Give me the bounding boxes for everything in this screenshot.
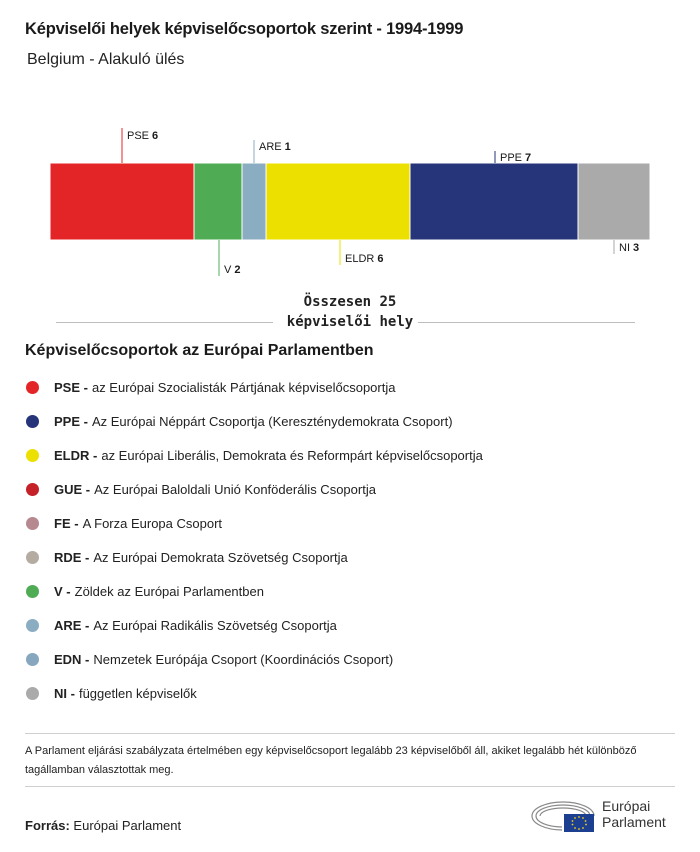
segment-label-name: PSE <box>127 130 150 142</box>
legend <box>25 370 675 710</box>
footnote-box <box>25 733 675 787</box>
segment-label-name: NI <box>619 242 630 254</box>
legend-swatch <box>26 517 39 530</box>
legend-swatch <box>26 381 39 394</box>
segment-label-ppe <box>500 152 531 164</box>
legend-text: Az Európai Radikális Szövetség Csoportja <box>93 617 337 633</box>
segment-label-value: 6 <box>377 253 384 265</box>
legend-abbr: V - <box>54 583 71 599</box>
bar-segment-pse <box>50 163 194 240</box>
bar-segment-ni <box>578 163 650 240</box>
segment-label-name: PPE <box>500 152 523 164</box>
legend-abbr: FE - <box>54 515 79 531</box>
legend-swatch <box>26 653 39 666</box>
legend-text: Az Európai Baloldali Unió Konföderális Csoportja <box>94 481 376 497</box>
chart-title: Képviselői helyek képviselőcsoportok szerint - 1994-1999 <box>25 20 464 38</box>
total-seats <box>0 290 700 350</box>
segment-label-name: ELDR <box>345 253 375 265</box>
legend-swatch <box>26 449 39 462</box>
logo-line-1: Európai <box>602 798 651 814</box>
segment-label-pse <box>127 130 158 142</box>
segment-label-eldr <box>345 253 383 265</box>
legend-swatch <box>26 687 39 700</box>
chart-subtitle: Belgium - Alakuló ülés <box>27 51 185 68</box>
stacked-bar-chart <box>0 120 700 280</box>
logo-line-2: Parlament <box>602 814 666 830</box>
legend-text: Nemzetek Európája Csoport (Koordinációs Csoport) <box>93 651 394 667</box>
legend-abbr: NI - <box>54 685 75 701</box>
legend-text: az Európai Szocialisták Pártjának képviselőcsoportja <box>91 379 396 395</box>
legend-text: független képviselők <box>78 685 197 701</box>
legend-item <box>25 438 675 472</box>
legend-abbr: EDN - <box>54 651 90 667</box>
legend-abbr: ARE - <box>54 617 90 633</box>
total-divider-left <box>56 322 273 323</box>
legend-item <box>25 404 675 438</box>
legend-text: Zöldek az Európai Parlamentben <box>74 583 264 599</box>
segment-label-value: 3 <box>633 242 640 254</box>
legend-item <box>25 370 675 404</box>
segment-label-value: 7 <box>525 152 532 164</box>
legend-abbr: PSE - <box>54 379 88 395</box>
legend-text: A Forza Europa Csoport <box>82 515 223 531</box>
hemicycle-icon <box>530 796 600 836</box>
source <box>25 818 181 833</box>
segment-label-name: V <box>224 264 232 276</box>
segment-label-value: 6 <box>152 130 159 142</box>
segment-label-are <box>259 141 291 153</box>
segment-label-name: ARE <box>259 141 282 153</box>
bar-segment-are <box>242 163 266 240</box>
legend-text: az Európai Liberális, Demokrata és Reformpárt képviselőcsoportja <box>101 447 483 463</box>
legend-item <box>25 608 675 642</box>
total-divider-right <box>418 322 635 323</box>
source-label: Forrás: <box>25 818 70 833</box>
segment-label-value: 2 <box>234 264 241 276</box>
legend-swatch <box>26 551 39 564</box>
segment-label-v <box>224 264 240 276</box>
footnote: A Parlament eljárási szabályzata értelmében egy képviselőcsoport legalább 23 képviselőből áll, akiket legalább hét különböző tagállamban választottak meg. <box>25 745 637 776</box>
bar-segment-ppe <box>410 163 578 240</box>
legend-swatch <box>26 483 39 496</box>
legend-abbr: PPE - <box>54 413 88 429</box>
legend-item <box>25 574 675 608</box>
legend-abbr: GUE - <box>54 481 91 497</box>
segment-label-ni <box>619 242 639 254</box>
european-parliament-logo <box>530 796 680 836</box>
legend-swatch <box>26 585 39 598</box>
legend-swatch <box>26 619 39 632</box>
logo-text <box>602 798 666 830</box>
legend-abbr: ELDR - <box>54 447 98 463</box>
legend-text: Az Európai Néppárt Csoportja (Kereszténydemokrata Csoport) <box>91 413 453 429</box>
legend-title: Képviselőcsoportok az Európai Parlamentben <box>25 342 374 359</box>
segment-label-value: 1 <box>284 141 291 153</box>
total-seats-text: Összesen 25 képviselői hely <box>286 294 414 330</box>
legend-text: Az Európai Demokrata Szövetség Csoportja <box>93 549 348 565</box>
legend-item <box>25 642 675 676</box>
source-value: Európai Parlament <box>73 818 182 833</box>
legend-item <box>25 472 675 506</box>
legend-item <box>25 506 675 540</box>
legend-item <box>25 676 675 710</box>
bar-segment-eldr <box>266 163 410 240</box>
legend-abbr: RDE - <box>54 549 90 565</box>
bar-segment-v <box>194 163 242 240</box>
legend-item <box>25 540 675 574</box>
legend-swatch <box>26 415 39 428</box>
